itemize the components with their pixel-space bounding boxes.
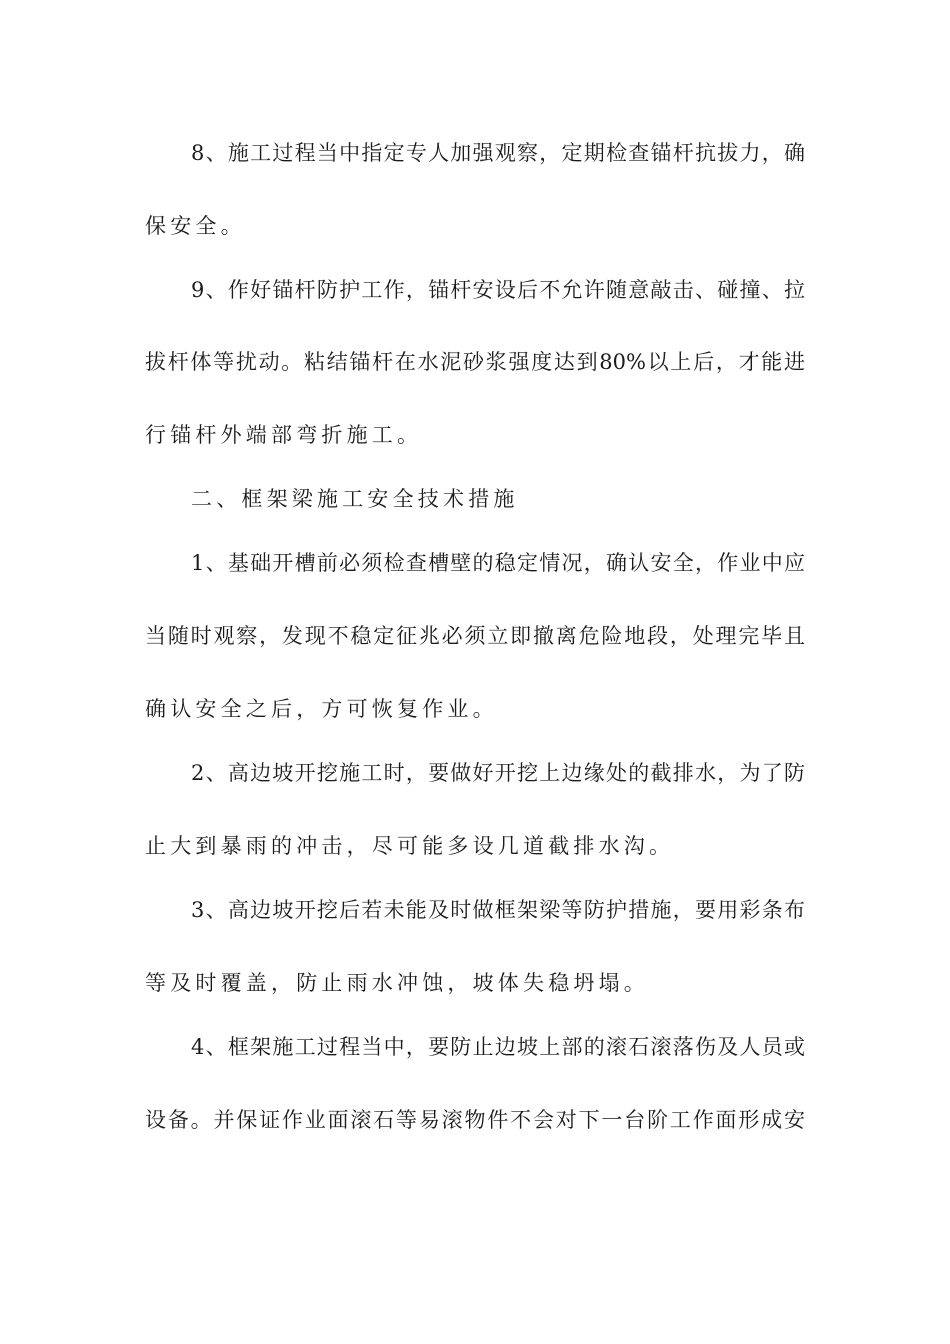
text-line: 确认安全之后，方可恢复作业。 <box>145 697 498 721</box>
text-line: 8、施工过程当中指定专人加强观察，定期检查锚杆抗拔力，确 <box>191 141 805 165</box>
text-line: 当随时观察，发现不稳定征兆必须立即撤离危险地段，处理完毕且 <box>145 624 805 648</box>
text-line: 9、作好锚杆防护工作，锚杆安设后不允许随意敲击、碰撞、拉 <box>191 278 805 302</box>
text-line: 保安全。 <box>145 214 246 238</box>
text-line: 2、高边坡开挖施工时，要做好开挖上边缘处的截排水，为了防 <box>191 761 805 785</box>
text-line: 设备。并保证作业面滚石等易滚物件不会对下一台阶工作面形成安 <box>145 1108 805 1132</box>
section-heading: 二、框架梁施工安全技术措施 <box>191 487 519 511</box>
text-line: 拔杆体等扰动。粘结锚杆在水泥砂浆强度达到80%以上后，才能进 <box>145 350 805 374</box>
text-line: 4、框架施工过程当中，要防止边坡上部的滚石滚落伤及人员或 <box>191 1035 805 1059</box>
text-line: 3、高边坡开挖后若未能及时做框架梁等防护措施，要用彩条布 <box>191 898 805 922</box>
text-line: 等及时覆盖，防止雨水冲蚀，坡体失稳坍塌。 <box>145 971 649 995</box>
text-line: 1、基础开槽前必须检查槽壁的稳定情况，确认安全，作业中应 <box>191 551 805 575</box>
text-line: 止大到暴雨的冲击，尽可能多设几道截排水沟。 <box>145 834 675 858</box>
text-line: 行锚杆外端部弯折施工。 <box>145 423 423 447</box>
